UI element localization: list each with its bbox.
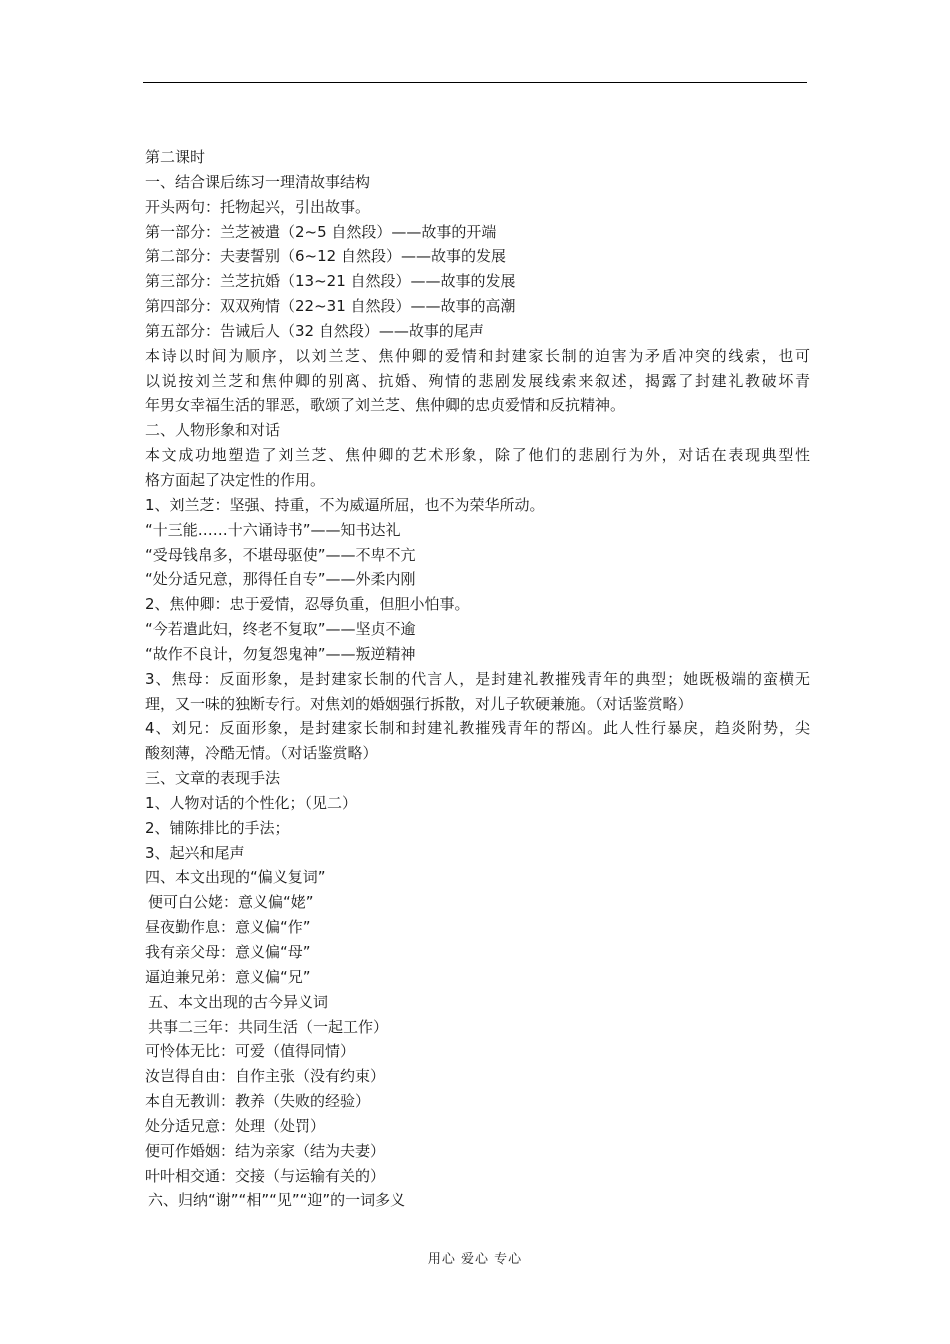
paragraph-line: 3、焦母：反面形象，是封建家长制的代言人，是封建礼教摧残青年的典型；她既极端的蛮横无: [145, 669, 810, 688]
lesson-title: 第二课时: [145, 148, 206, 166]
text-line: 共事二三年：共同生活（一起工作）: [148, 1017, 389, 1036]
text-line: 第二部分：夫妻誓别（6~12 自然段）——故事的发展: [145, 247, 506, 266]
text-line: 1、人物对话的个性化；（见二）: [145, 793, 358, 812]
quote-line: “受母钱帛多，不堪母驱使”——不卑不亢: [145, 545, 416, 564]
text-line: 可怜体无比：可爱（值得同情）: [145, 1042, 356, 1061]
paragraph-characters: [145, 443, 810, 493]
section-heading: 二、人物形象和对话: [145, 421, 281, 440]
paragraph-line: 本诗以时间为顺序，以刘兰芝、焦仲卿的爱情和封建家长制的迫害为矛盾冲突的线索，也可: [145, 346, 810, 365]
paragraph-line: 格方面起了决定性的作用。: [145, 470, 326, 489]
text-line: 2、焦仲卿：忠于爱情，忍辱负重，但胆小怕事。: [145, 595, 470, 614]
text-line: 汝岂得自由：自作主张（没有约束）: [145, 1067, 386, 1086]
text-line: 3、起兴和尾声: [145, 843, 245, 862]
text-line: 第四部分：双双殉情（22~31 自然段）——故事的高潮: [145, 297, 516, 316]
quote-line: “十三能……十六诵诗书”——知书达礼: [145, 520, 401, 539]
section-heading: 一、结合课后练习一理清故事结构: [145, 172, 371, 191]
paragraph-line: 4、刘兄：反面形象，是封建家长制和封建礼教摧残青年的帮凶。此人性行暴戾，趋炎附势，尖: [145, 719, 810, 738]
text-line: 处分适兄意：处理（处罚）: [145, 1116, 326, 1135]
header-rule: [143, 82, 807, 83]
text-line: 1、刘兰芝：坚强、持重，不为威逼所屈，也不为荣华所动。: [145, 495, 545, 514]
text-line: 2、铺陈排比的手法；: [145, 818, 290, 837]
quote-line: “今若遣此妇，终老不复取”——坚贞不逾: [145, 620, 416, 639]
text-line: 本自无教训：教养（失败的经验）: [145, 1092, 371, 1111]
text-line: 第一部分：兰芝被遣（2~5 自然段）——故事的开端: [145, 222, 497, 241]
document-body: [145, 145, 810, 1213]
text-line: 我有亲父母：意义偏“母”: [145, 943, 311, 961]
section-heading: 六、归纳“谢”“相”“见”“迎”的一词多义: [148, 1191, 406, 1210]
paragraph-line: 酸刻薄，冷酷无情。（对话鉴赏略）: [145, 744, 378, 763]
text-line: 叶叶相交通：交接（与运输有关的）: [145, 1166, 386, 1185]
text-line: 逼迫兼兄弟：意义偏“兄”: [145, 967, 311, 986]
paragraph-liuxiong: [145, 716, 810, 766]
section-heading: 五、本文出现的古今异义词: [148, 992, 329, 1011]
quote-line: “处分适兄意，那得任自专”——外柔内刚: [145, 570, 416, 589]
text-line: 第三部分：兰芝抗婚（13~21 自然段）——故事的发展: [145, 272, 516, 291]
paragraph-line: 理，又一味的独断专行。对焦刘的婚姻强行拆散，对儿子软硬兼施。（对话鉴赏略）: [145, 694, 693, 713]
paragraph-jiaomu: [145, 667, 810, 717]
paragraph-line: 年男女幸福生活的罪恶，歌颂了刘兰芝、焦仲卿的忠贞爱情和反抗精神。: [145, 396, 626, 415]
paragraph-line: 以说按刘兰芝和焦仲卿的别离、抗婚、殉情的悲剧发展线索来叙述，揭露了封建礼教破坏青: [145, 371, 810, 390]
section-heading: 三、文章的表现手法: [145, 769, 281, 788]
page-footer: 用心 爱心 专心: [427, 1252, 523, 1267]
quote-line: “故作不良计，勿复怨鬼神”——叛逆精神: [145, 644, 416, 663]
text-line: 昼夜勤作息：意义偏“作”: [145, 918, 311, 937]
text-line: 便可作婚姻：结为亲家（结为夫妻）: [145, 1141, 386, 1160]
text-line: 开头两句：托物起兴，引出故事。: [145, 197, 371, 216]
paragraph-line: 本文成功地塑造了刘兰芝、焦仲卿的艺术形象，除了他们的悲剧行为外，对话在表现典型性: [145, 446, 810, 465]
text-line: 便可白公姥：意义偏“姥”: [148, 893, 314, 912]
paragraph-summary: [145, 344, 810, 419]
section-heading: 四、本文出现的“偏义复词”: [145, 868, 326, 887]
text-line: 第五部分：告诫后人（32 自然段）——故事的尾声: [145, 321, 484, 340]
